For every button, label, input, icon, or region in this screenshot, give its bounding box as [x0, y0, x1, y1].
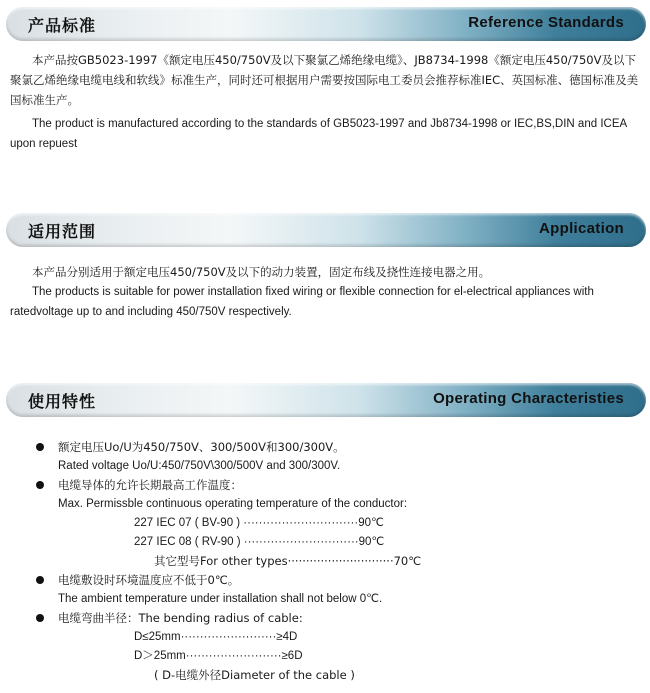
list-item: [36, 438, 636, 457]
reference-standards-text: [10, 50, 642, 154]
section-title-cn: 产品标准: [28, 16, 97, 35]
list-item: [36, 571, 636, 590]
section-title-en: Operating Characteristies: [433, 390, 624, 407]
section-title-en: Reference Standards: [468, 14, 624, 31]
temp-row-bv: [36, 514, 636, 533]
list-item: [36, 609, 636, 628]
paragraph-cn: 本产品分别适用于额定电压450/750V及以下的动力装置，固定布线及挠性连接电器之用。: [32, 265, 491, 279]
temp-other: 其它型号For other types·····························70℃: [154, 554, 422, 568]
paragraph-en: The products is suitable for power installation fixed wiring or flexible connection for el-electrical appliances with ratedvoltage up to and including 450/750V respectively.: [10, 286, 594, 318]
temp-rv: 227 IEC 08 ( RV-90 ) ······························90℃: [134, 536, 385, 548]
paragraph-cn: 本产品按GB5023-1997《额定电压450/750V及以下聚氯乙烯绝缘电缆》、JB8734-1998《额定电压450/750V及以下聚氯乙烯绝缘电缆电线和软线》标准生产，同时还可根据用户需要按国际电工委员会推荐标准IEC、英国标准、德国标准及美国标准生产。: [10, 53, 639, 107]
bullet-icon: [36, 443, 44, 451]
paragraph-en: The product is manufactured according to the standards of GB5023-1997 and Jb8734-1998 or IEC,BS,DIN and ICEA upon repuest: [10, 118, 627, 150]
ambient-cn: 电缆敷设时环境温度应不低于0℃。: [58, 573, 240, 587]
bend-note-row: [36, 666, 636, 685]
temp-row-other: [36, 552, 636, 571]
section-banner-operating-characteristics: [6, 383, 646, 417]
list-item: [36, 476, 636, 495]
bend-large: D＞25mm·························≥6D: [134, 650, 303, 662]
bullet-icon: [36, 614, 44, 622]
voltage-cn: 额定电压Uo/U为450/750V、300/500V和300/300V。: [58, 440, 345, 454]
bend-cn: 电缆弯曲半径：The bending radius of cable:: [58, 611, 303, 625]
bend-note: ( D-电缆外径Diameter of the cable ): [154, 668, 355, 682]
characteristics-list: [36, 438, 636, 685]
bend-small: D≤25mm·························≥4D: [134, 631, 298, 643]
list-item-detail: [36, 457, 636, 476]
bullet-icon: [36, 576, 44, 584]
application-text: [10, 262, 642, 322]
ambient-en: The ambient temperature under installation shall not below 0℃.: [58, 593, 383, 605]
temp-cn: 电缆导体的允许长期最高工作温度：: [58, 478, 242, 492]
bend-row-small: [36, 628, 636, 647]
section-banner-reference-standards: [6, 7, 646, 41]
temp-en: Max. Permissble continuous operating temperature of the conductor:: [58, 498, 408, 510]
section-banner-application: [6, 213, 646, 247]
list-item-detail: [36, 495, 636, 514]
list-item-detail: [36, 590, 636, 609]
bend-row-large: [36, 647, 636, 666]
section-title-cn: 适用范围: [28, 222, 97, 241]
section-title-en: Application: [539, 220, 624, 237]
temp-row-rv: [36, 533, 636, 552]
section-title-cn: 使用特性: [28, 392, 97, 411]
bullet-icon: [36, 481, 44, 489]
temp-bv: 227 IEC 07 ( BV-90 ) ······························90℃: [134, 517, 384, 529]
voltage-en: Rated voltage Uo/U:450/750V\300/500V and 300/300V.: [58, 460, 341, 472]
